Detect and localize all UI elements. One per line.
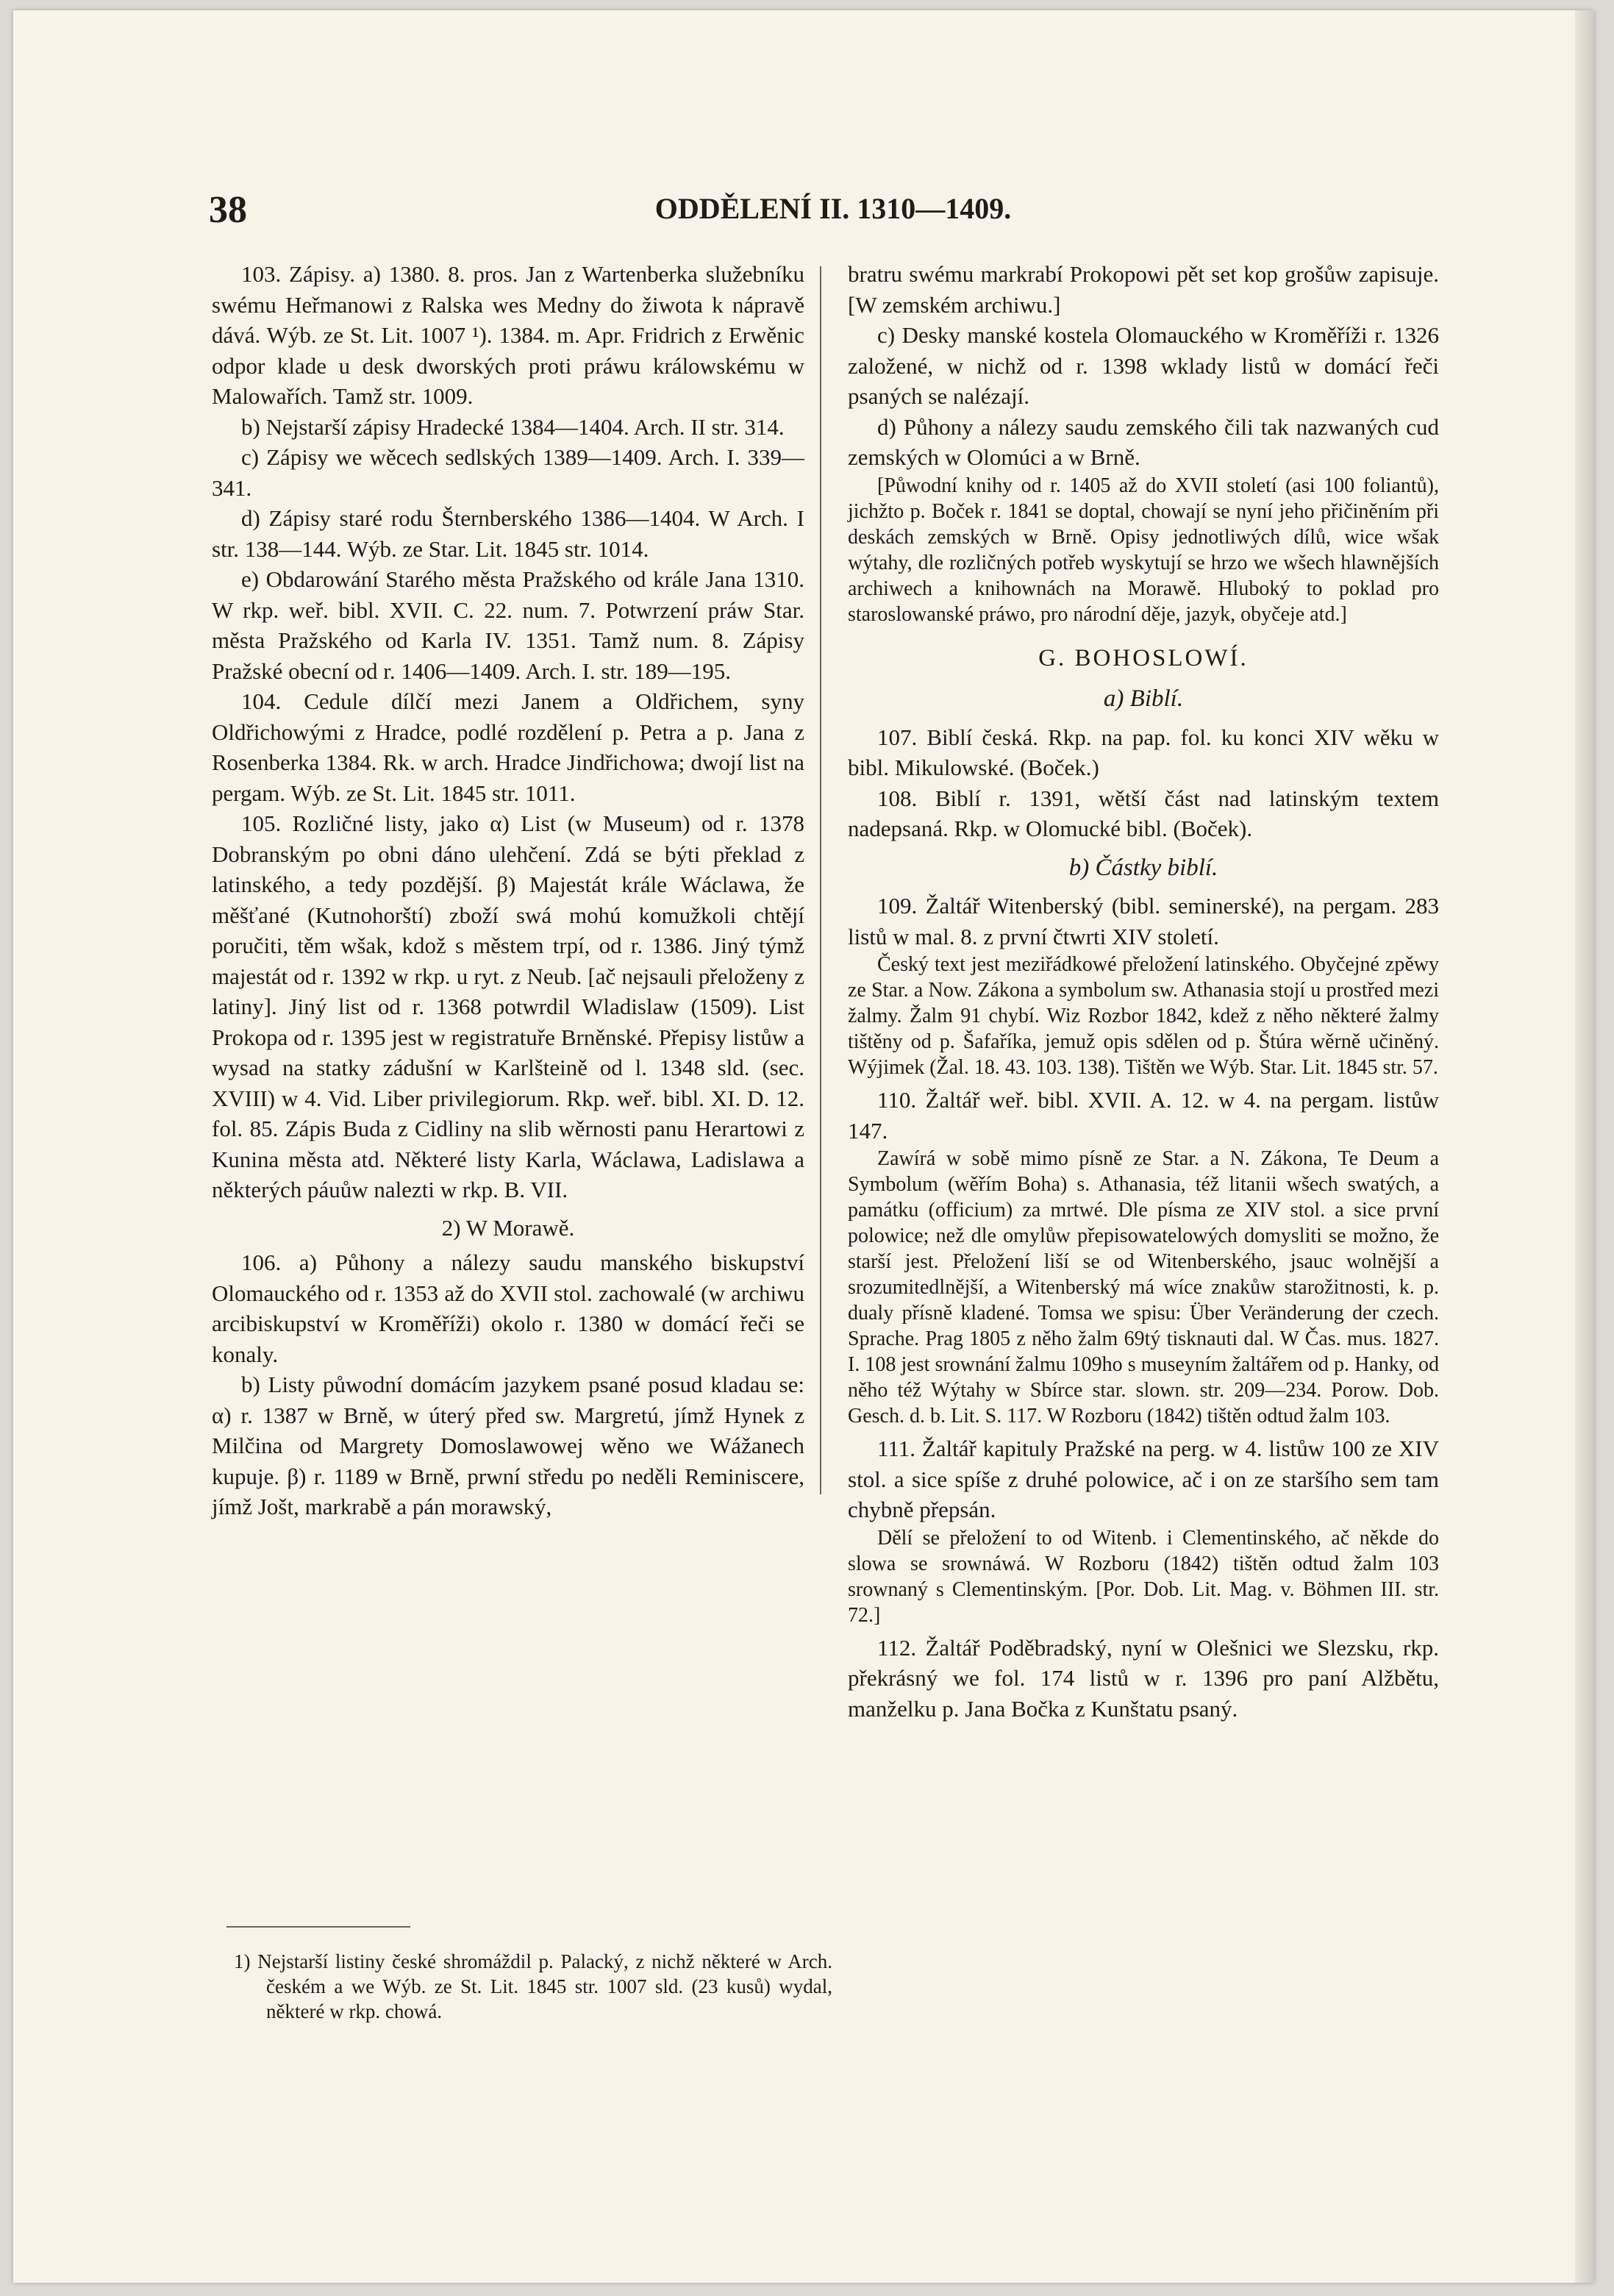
running-header <box>13 174 1594 232</box>
book-page <box>13 10 1594 2283</box>
column-divider <box>820 266 821 1494</box>
entry-106-continued: bratru swému markrabí Prokopowi pět set kop grošůw zapisuje. [W zemském archiwu.] <box>848 261 1439 318</box>
entry-106-d-note: [Půwodní knihy od r. 1405 až do XVII století (asi 100 foliantů), jichžto p. Boček r. 1841 se doptal, chowají se nyní jeho přičiněním při deskách zemských w Brně. Opisy jednotliwých dílů, wice wšak wýtahy, dle rozličných potřeb wyskytují se hrzo we wšech hlawnějších archiwech a knihownách na Morawě. Hluboký to poklad pro staroslowanské práwo, pro národní děje, jazyk, obyčeje atd.] <box>848 474 1439 626</box>
page-gutter-shadow <box>1575 10 1594 2283</box>
entry-106-d: d) Půhony a nálezy saudu zemského čili tak nazwaných cud zemských w Olomúci a w Brně. <box>848 413 1439 470</box>
entry-112: 112. Žaltář Poděbradský, nyní w Olešnici we Slezsku, rkp. překrásný we fol. 174 listů w r. 1396 pro paní Alžbětu, manželku p. Jana Bočka z Kunštatu psaný. <box>848 1634 1439 1722</box>
section-heading-moravia: 2) W Morawě. <box>441 1214 575 1241</box>
running-title: ODDĚLENÍ II. 1310—1409. <box>654 192 1012 225</box>
entry-106-c: c) Desky manské kostela Olomauckého w Kroměříži r. 1326 založené, w nichž od r. 1398 wklady listů w domácí řeči psaných se nalézají. <box>848 322 1439 409</box>
entry-107: 107. Biblí česká. Rkp. na pap. fol. ku konci XIV wěku w bibl. Mikulowské. (Boček.) <box>848 724 1439 780</box>
entry-111: 111. Žaltář kapituly Pražské na perg. w 4. listůw 100 ze XIV stol. a sice spíše z druhé polowice, ač i on ze staršího sem tam chybně přepsán. <box>848 1436 1439 1522</box>
footnote-rule <box>226 1926 410 1928</box>
entry-103-b: b) Nejstarší zápisy Hradecké 1384—1404. Arch. II str. 314. <box>241 413 785 440</box>
subheading-bible-parts: b) Částky biblí. <box>1068 854 1218 881</box>
entry-103-d: d) Zápisy staré rodu Šternberského 1386—1404. W Arch. I str. 138—144. Wýb. ze Star. Lit. 1845 str. 1014. <box>212 505 804 562</box>
entry-108: 108. Biblí r. 1391, wětší část nad latinským textem nadepsaná. Rkp. w Olomucké bibl. (Boček). <box>848 785 1439 841</box>
entry-103: 103. Zápisy. a) 1380. 8. pros. Jan z Wartenberka služebníku swému Heřmanowi z Ralska wes Medny do žiwota k nápravě dává. Wýb. ze St. Lit. 1007 ¹). 1384. m. Apr. Fridrich z Erwěnic odpor klade u desk dworských proti práwu králowskému w Malowařích. Tamž str. 1009. <box>212 261 804 409</box>
entry-109: 109. Žaltář Witenberský (bibl. seminerské), na pergam. 283 listů w mal. 8. z první čtwrti XIV století. <box>848 893 1439 949</box>
right-column <box>848 259 1439 1724</box>
entry-106-a: 106. a) Půhony a nálezy saudu manského biskupství Olomauckého od r. 1353 až do XVII stol. zachowalé (w archiwu arcibiskupství w Kroměříži) okolo r. 1380 w domácí řeči se konaly. <box>212 1249 804 1367</box>
entry-109-note: Český text jest meziřádkowé přeložení latinského. Obyčejné zpěwy ze Star. a Now. Zákona a symbolum sw. Athanasia stojí u prostřed mezi žalmy. Žalm 91 chybí. Wiz Rozbor 1842, kdež z něho některé žalmy tištěny od p. Šafaříka, jemuž opis sdělen od p. Štúra wěrně učiněný. Wýjimek (Žal. 18. 43. 103. 138). Tištěn we Wýb. Star. Lit. 1845 str. 57. <box>848 953 1439 1079</box>
entry-111-note: Dělí se přeložení to od Witenb. i Clementinského, ač někde do slowa se srownáwá. W Rozboru (1842) tištěn odtud žalm 103 srownaný s Clementinským. [Por. Dob. Lit. Mag. v. Böhmen III. str. 72.] <box>848 1526 1439 1627</box>
subheading-bible: a) Biblí. <box>1103 685 1184 712</box>
entry-106-b: b) Listy půwodní domácím jazykem psané posud kladau se: α) r. 1387 w Brně, w úterý před sw. Margretú, jímž Hynek z Milčina od Margrety Domoslawowej wěno we Wážanech kupuje. β) r. 1189 w Brně, prwní středu po neděli Reminiscere, jímž Jošt, markrabě a pán morawský, <box>212 1372 804 1519</box>
left-column <box>212 259 804 1522</box>
entry-105: 105. Rozličné listy, jako α) List (w Museum) od r. 1378 Dobranským po obni dáno ulehčení. Zdá se býti překlad z latinského, a tedy pozdější. β) Majestát krále Wáclawa, že měšťané (Kutnohorští) zboží swá mohú komužkoli chtějí poručiti, těm wšak, kdož s městem trpí, od r. 1386. Jiný týmž majestát od r. 1392 w rkp. u ryt. z Neub. [ač nejsauli přeloženy z latiny]. Jiný list od r. 1368 potwrdil Wladislaw (1509). List Prokopa od r. 1395 jest w registratuře Brněnské. Přepisy listůw a wysad na statky zádušní w Karlšteině od l. 1348 sld. (sec. XVIII) w 4. Vid. Liber privilegiorum. Rkp. weř. bibl. XI. D. 12. fol. 85. Zápis Buda z Cidliny na slib wěrnosti panu Herartowi z Kunina města atd. Některé listy Karla, Wáclawa, Ladislawa a některých páuůw nalezti w rkp. B. VII. <box>212 810 804 1202</box>
entry-110: 110. Žaltář weř. bibl. XVII. A. 12. w 4. na pergam. listůw 147. <box>848 1087 1439 1144</box>
entry-103-e: e) Obdarowání Starého města Pražského od krále Jana 1310. W rkp. weř. bibl. XVII. C. 22. num. 7. Potwrzení práw Star. města Pražského od Karla IV. 1351. Tamž num. 8. Zápisy Pražské obecní od r. 1406—1409. Arch. I. str. 189—195. <box>212 566 804 684</box>
page-number: 38 <box>209 189 247 231</box>
entry-110-note: Zawírá w sobě mimo písně ze Star. a N. Zákona, Te Deum a Symbolum (wěřím Boha) s. Athanasia, též litanii wšech swatých, a památku (officium) za mrtwé. Dle písma ze XIV stol. a sice první polowice; než dle omylůw přepisowatelowých domysliti se možno, že starší jest. Přeložení liší se od Witenberského, jsauc wolnější a srozumitedlnější, a Witenberský má wíce znakůw starožitnosti, k. p. dualy přísně kladené. Tomsa we spisu: Über Veränderung der czech. Sprache. Prag 1805 z něho žalm 69tý tisknauti dal. W Čas. mus. 1827. I. 108 jest srownání žalmu 109ho s museyním žaltářem od p. Hanky, od něho též Wýtahy w Sbírce star. slown. str. 209—234. Porow. Dob. Gesch. d. b. Lit. S. 117. W Rozboru (1842) tištěn odtud žalm 103. <box>848 1147 1439 1427</box>
entry-104: 104. Cedule dílčí mezi Janem a Oldřichem, syny Oldřichowými z Hradce, podlé rozdělení p. Petra a p. Jana z Rosenberka 1384. Rk. w arch. Hradce Jindřichowa; dwojí list na pergam. Wýb. ze St. Lit. 1845 str. 1011. <box>212 688 804 806</box>
section-heading-g: G. BOHOSLOWÍ. <box>1038 644 1249 671</box>
footnote-1: 1) Nejstarší listiny české shromáždil p. Palacký, z nichž některé w Arch. českém a we Wýb. ze St. Lit. 1845 str. 1007 sld. (23 kusů) wydal, některé w rkp. chowá. <box>234 1950 832 2022</box>
entry-103-c: c) Zápisy we wěcech sedlských 1389—1409. Arch. I. 339—341. <box>212 444 804 501</box>
